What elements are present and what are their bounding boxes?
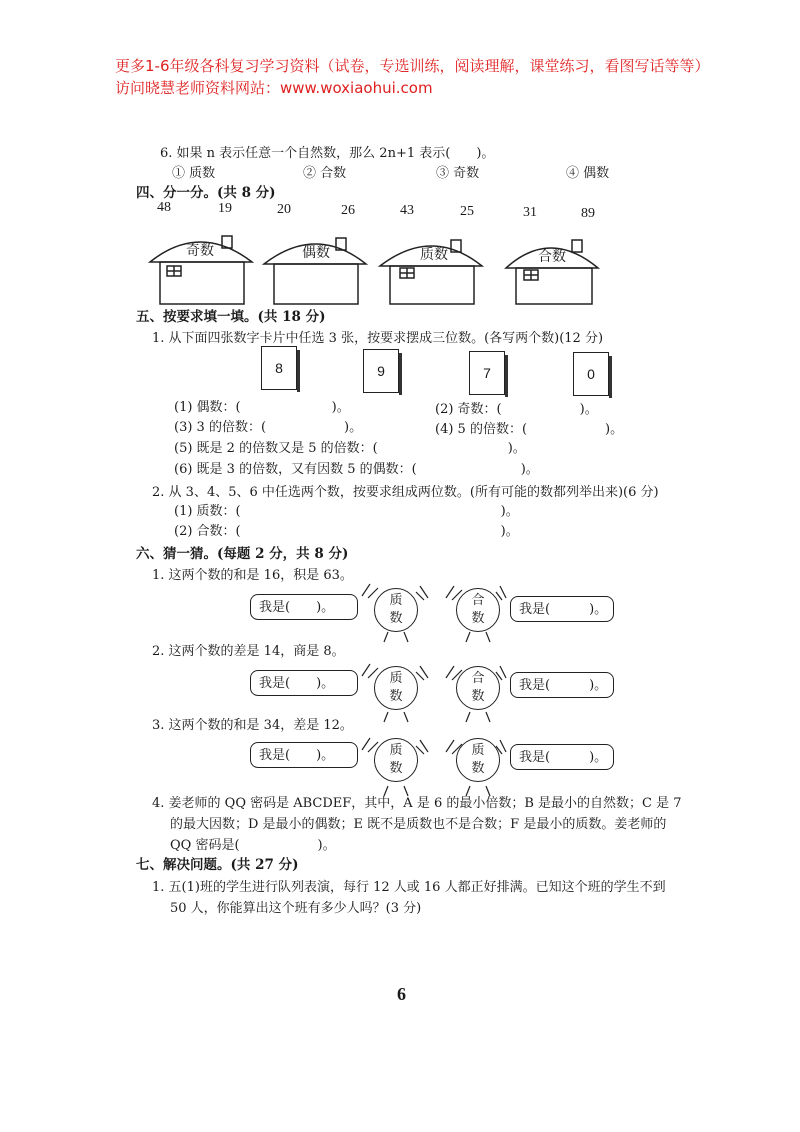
q5-item-4: (4) 5 的倍数：( )。 — [435, 422, 624, 437]
house-label-odd: 奇数 — [186, 243, 214, 259]
puzzle-1-face-2: 合 数 — [456, 588, 500, 632]
number-item: 19 — [218, 201, 232, 216]
digit-card: 0 — [573, 352, 609, 396]
q6-option-1: ① 质数 — [172, 166, 216, 181]
puzzle-1-right-bubble: 我是( )。 — [510, 596, 614, 622]
section4-title: 四、分一分。(共 8 分) — [136, 185, 276, 201]
digit-card: 9 — [363, 349, 399, 393]
q5-item-6: (6) 既是 3 的倍数，又有因数 5 的偶数：( )。 — [174, 462, 539, 477]
number-item: 89 — [581, 206, 595, 221]
puzzle-1-left-bubble: 我是( )。 — [250, 594, 358, 620]
house-label-even: 偶数 — [302, 245, 330, 261]
section7-title: 七、解决问题。(共 27 分) — [136, 857, 299, 873]
puzzle-2-face-2: 合 数 — [456, 666, 500, 710]
q7-line-2: 50 人，你能算出这个班有多少人吗？(3 分) — [170, 901, 422, 916]
puzzle-3-question: 3. 这两个数的和是 34，差是 12。 — [152, 718, 353, 733]
puzzle-2-left-bubble: 我是( )。 — [250, 670, 358, 696]
section6-title: 六、猜一猜。(每题 2 分，共 8 分) — [136, 546, 349, 562]
section5-q2: 2. 从 3、4、5、6 中任选两个数，按要求组成两位数。(所有可能的数都列举出来)(6 分) — [152, 485, 659, 500]
q6-option-3: ③ 奇数 — [436, 166, 480, 181]
q5-item-1: (1) 偶数：( )。 — [174, 400, 350, 415]
q5-item-3: (3) 3 的倍数：( )。 — [174, 420, 363, 435]
puzzle-3-face-1: 质 数 — [374, 738, 418, 782]
puzzle-2-question: 2. 这两个数的差是 14，商是 8。 — [152, 644, 345, 659]
number-item: 26 — [341, 203, 355, 218]
q4-line-3: QQ 密码是( )。 — [170, 838, 336, 853]
house-label-prime: 质数 — [420, 247, 448, 263]
house-label-composite: 合数 — [538, 249, 566, 265]
section5-q1: 1. 从下面四张数字卡片中任选 3 张，按要求摆成三位数。(各写两个数)(12 分) — [152, 331, 604, 346]
puzzle-1-face-1: 质 数 — [374, 588, 418, 632]
number-item: 25 — [460, 204, 474, 219]
puzzle-2-right-bubble: 我是( )。 — [510, 672, 614, 698]
digit-card: 8 — [261, 346, 297, 390]
number-item: 48 — [157, 200, 171, 215]
q6-option-4: ④ 偶数 — [566, 166, 610, 181]
puzzle-3-right-bubble: 我是( )。 — [510, 744, 614, 770]
puzzle-3-face-2: 质 数 — [456, 738, 500, 782]
puzzle-1-question: 1. 这两个数的和是 16，积是 63。 — [152, 568, 353, 583]
number-item: 43 — [400, 203, 414, 218]
section5-title: 五、按要求填一填。(共 18 分) — [136, 309, 326, 325]
q5-2-item-2: (2) 合数：( )。 — [174, 524, 519, 539]
q5-item-2: (2) 奇数：( )。 — [435, 402, 598, 417]
puzzle-3-left-bubble: 我是( )。 — [250, 742, 358, 768]
q5-item-5: (5) 既是 2 的倍数又是 5 的倍数：( )。 — [174, 441, 526, 456]
q7-line-1: 1. 五(1)班的学生进行队列表演，每行 12 人或 16 人都正好排满。已知这个班的学生不到 — [152, 880, 666, 895]
number-item: 20 — [277, 202, 291, 217]
digit-card: 7 — [469, 351, 505, 395]
q4-line-1: 4. 姜老师的 QQ 密码是 ABCDEF，其中，A 是 6 的最小倍数；B 是最小的自然数；C 是 7 — [152, 796, 682, 811]
q4-line-2: 的最大因数；D 是最小的偶数；E 既不是质数也不是合数；F 是最小的质数。姜老师的 — [170, 817, 667, 832]
q5-2-item-1: (1) 质数：( )。 — [174, 504, 519, 519]
puzzle-2-face-1: 质 数 — [374, 666, 418, 710]
number-item: 31 — [523, 205, 537, 220]
page-number: 6 — [397, 984, 406, 1004]
site-banner[interactable]: 更多1-6年级各科复习学习资料（试卷，专选训练，阅读理解，课堂练习，看图写话等等）访问晓慧老师资料网站：www.woxiaohui.com — [115, 57, 710, 97]
q6-stem: 6. 如果 n 表示任意一个自然数，那么 2n+1 表示( )。 — [160, 146, 495, 161]
q6-option-2: ② 合数 — [303, 166, 347, 181]
